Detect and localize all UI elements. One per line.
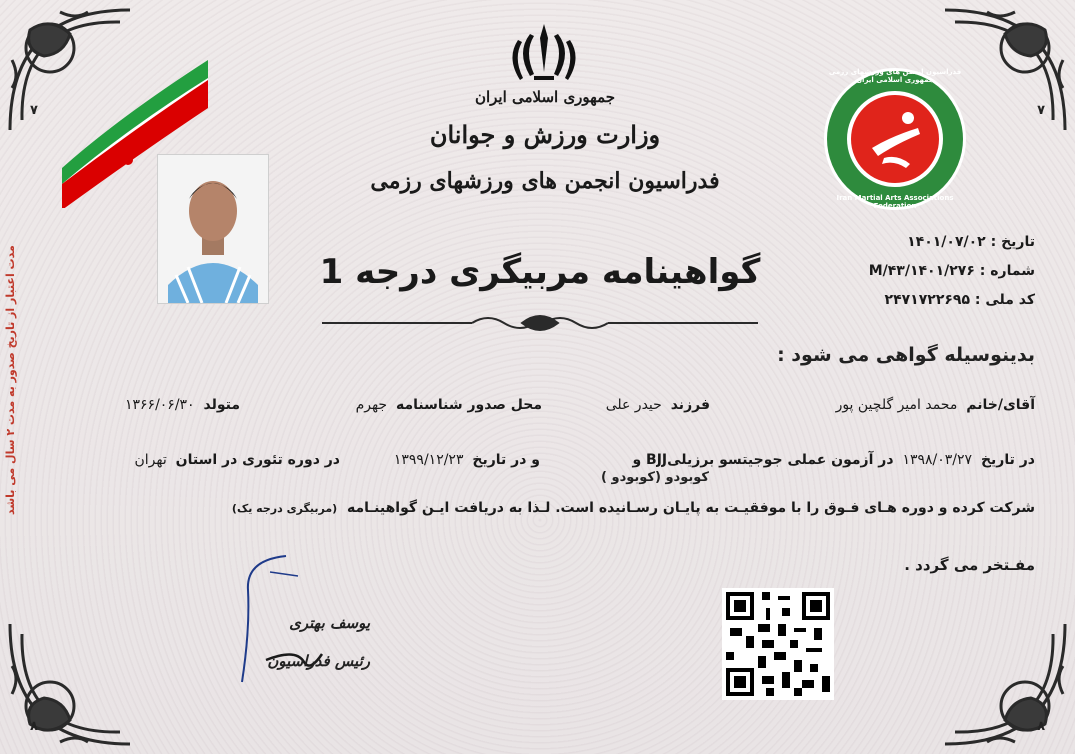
person-name-row: [800, 397, 1035, 413]
national-code-row: [820, 292, 1035, 308]
issue-place-label: محل صدور شناسنامه: [395, 397, 542, 413]
completion-level-note: (مربیگری درجه یک): [231, 502, 338, 515]
federation-name: فدراسیون انجمن های ورزشهای رزمی: [370, 168, 720, 194]
corner-ornament-bottom-right: [935, 614, 1075, 754]
theory-text: در دوره تئوری در استان: [175, 452, 340, 468]
province: تهران: [134, 452, 167, 468]
completion-line-1: [180, 500, 1035, 516]
corner-number-bottom-right: ۸: [1037, 719, 1045, 734]
practical-exam-row: [540, 452, 1035, 468]
national-code-label: کد ملی :: [974, 292, 1035, 308]
issue-place-row: [330, 397, 542, 413]
practical-text: در آزمون عملی جوجیتسو برزیلیBJJ و: [632, 452, 894, 468]
iran-emblem-icon: [508, 20, 580, 84]
name-value: محمد امیر گلچین پور: [835, 397, 958, 413]
father-value: حیدر علی: [605, 397, 662, 413]
signature-role: رئیس فدراسیون: [267, 652, 370, 670]
birth-row: [80, 397, 240, 413]
completion-text: شرکت کرده و دوره هـای فـوق را با موفقیـت به پایـان رسـانیده است. لـذا به دریافت ایـن گواهینـامه: [346, 500, 1035, 516]
signature-name: یوسف بهتری: [289, 614, 370, 632]
name-label: آقای/خانم: [966, 397, 1035, 413]
ministry-name: وزارت ورزش و جوانان: [429, 120, 661, 149]
corner-ornament-bottom-left: [0, 614, 140, 754]
practical-text-line2: کوبودو (کوبودو ): [601, 470, 709, 485]
corner-number-top-right: ۷: [1037, 103, 1045, 118]
title-divider: [322, 312, 758, 334]
federation-logo: [822, 66, 968, 212]
person-photo: [157, 154, 269, 304]
practical-date: ۱۳۹۸/۰۳/۲۷: [902, 452, 973, 468]
logo-english-text: Iran Martial Arts Associations Federation: [836, 194, 954, 210]
qr-code-icon: [722, 588, 834, 700]
intro-text: بدینوسیله گواهی می شود :: [777, 344, 1035, 366]
national-code-value: ۲۴۷۱۷۲۲۶۹۵: [884, 292, 970, 308]
person-avatar: [158, 155, 268, 303]
father-label: فرزند: [670, 397, 710, 413]
issue-place-value: جهرم: [355, 397, 388, 413]
date-value: ۱۴۰۱/۰۷/۰۲: [907, 234, 986, 250]
birth-value: ۱۳۶۶/۰۶/۳۰: [124, 397, 195, 413]
qr-code-graphic: [722, 588, 834, 700]
number-row: [820, 263, 1035, 279]
father-row: [580, 397, 710, 413]
date-label: تاریخ :: [990, 234, 1035, 250]
practical-prefix: در تاریخ: [980, 452, 1035, 468]
theory-prefix: و در تاریخ: [472, 452, 540, 468]
number-value: ۱۴۰۱/۲۷۶/M/۴۳: [868, 263, 975, 279]
corner-number-top-left: ۷: [30, 103, 38, 118]
number-label: شماره :: [979, 263, 1035, 279]
country-name: جمهوری اسلامی ایران: [474, 88, 616, 106]
certificate-title: گواهینامه مربیگری درجه 1: [319, 252, 761, 292]
completion-line-2: مفـتخر می گردد .: [904, 556, 1035, 574]
theory-date-row: [340, 452, 540, 468]
logo-ring-text: فدراسیون انجمن های ورزشهای رزمی جمهوری اسلامی ایران: [828, 68, 962, 84]
federation-logo-graphic: [822, 66, 968, 212]
date-row: [840, 234, 1035, 250]
birth-label: متولد: [203, 397, 240, 413]
corner-number-bottom-left: ۸: [30, 719, 38, 734]
theory-province-row: [120, 452, 340, 468]
validity-note: مدت اعتبار از تاریخ صدور به مدت ۲ سال می باشد: [4, 245, 17, 515]
theory-date: ۱۳۹۹/۱۲/۲۳: [393, 452, 464, 468]
